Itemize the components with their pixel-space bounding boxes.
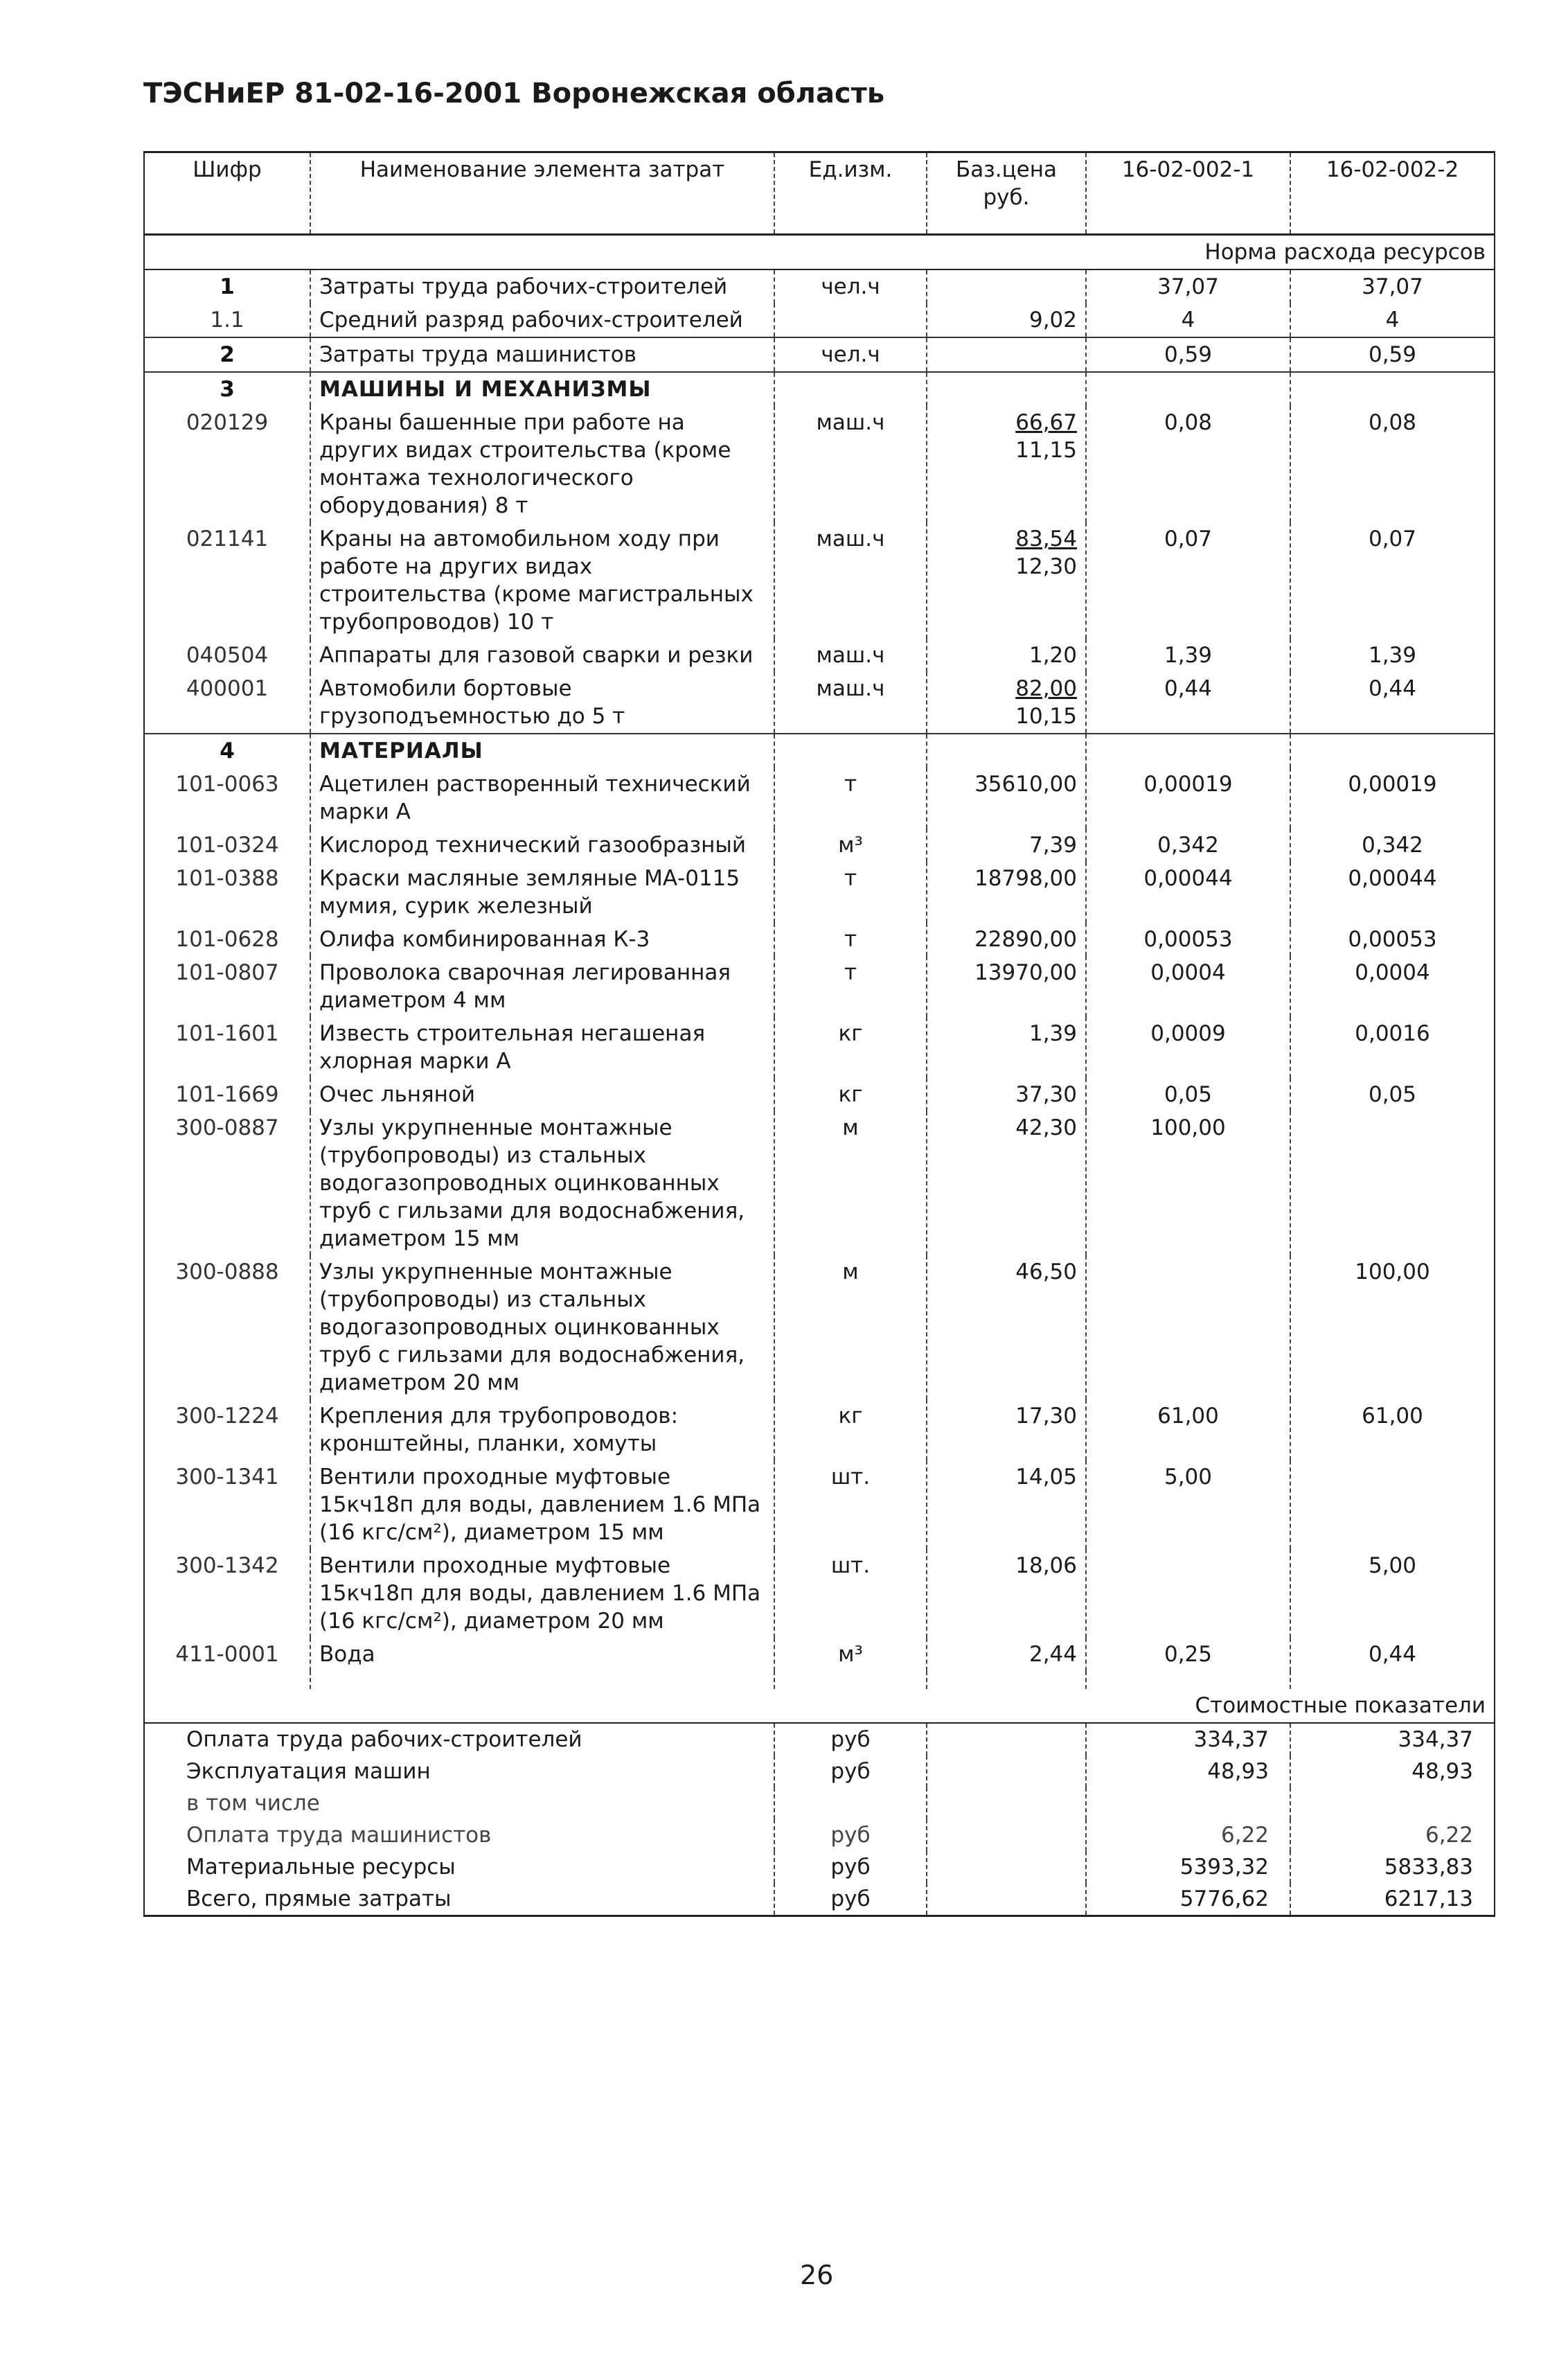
totals-value-col2: 6,22 bbox=[1290, 1819, 1495, 1851]
row-name: Краны на автомобильном ходу при работе на других видах строительства (кроме магистральных трубопроводов) 10 т bbox=[310, 522, 774, 639]
row-name: Аппараты для газовой сварки и резки bbox=[310, 639, 774, 672]
totals-value-col1: 334,37 bbox=[1086, 1723, 1290, 1756]
row-price-total: 22890,00 bbox=[974, 927, 1077, 952]
row-code: 020129 bbox=[186, 410, 269, 435]
row-value-col1: 0,05 bbox=[1086, 1078, 1290, 1111]
row-code: 1 bbox=[220, 274, 235, 299]
row-value-col2 bbox=[1290, 1111, 1495, 1255]
row-price bbox=[927, 1078, 1086, 1111]
totals-empty-cell bbox=[927, 1787, 1086, 1819]
row-value-col2: 61,00 bbox=[1290, 1399, 1495, 1460]
section-norm-label: Норма расхода ресурсов bbox=[144, 235, 1495, 270]
table-row bbox=[144, 1638, 1495, 1671]
row-value-col1: 0,00044 bbox=[1086, 862, 1290, 923]
row-value-col1: 0,07 bbox=[1086, 522, 1290, 639]
row-unit: кг bbox=[774, 1399, 927, 1460]
totals-row bbox=[144, 1883, 1495, 1916]
totals-unit: руб bbox=[774, 1819, 927, 1851]
table-row bbox=[144, 1549, 1495, 1638]
row-price bbox=[927, 406, 1086, 522]
totals-value-col2: 5833,83 bbox=[1290, 1851, 1495, 1883]
row-name: Затраты труда машинистов bbox=[310, 337, 774, 372]
row-unit: т bbox=[774, 923, 927, 956]
row-price-total: 9,02 bbox=[1028, 308, 1077, 333]
totals-empty-cell bbox=[927, 1756, 1086, 1787]
row-unit: маш.ч bbox=[774, 672, 927, 734]
row-code: 101-1669 bbox=[175, 1082, 279, 1107]
row-price-total: 1,39 bbox=[1028, 1021, 1077, 1046]
row-name: Кислород технический газообразный bbox=[310, 829, 774, 862]
row-code: 300-0888 bbox=[175, 1259, 279, 1284]
row-code: 300-0887 bbox=[175, 1115, 279, 1140]
table-row bbox=[144, 1111, 1495, 1255]
row-price bbox=[927, 1399, 1086, 1460]
row-price-wages: 11,15 bbox=[1015, 438, 1077, 463]
row-value-col1: 37,07 bbox=[1086, 269, 1290, 303]
row-value-col1: 100,00 bbox=[1086, 1111, 1290, 1255]
totals-empty-cell bbox=[927, 1819, 1086, 1851]
page-number: 26 bbox=[800, 2260, 834, 2290]
row-value-col1: 0,342 bbox=[1086, 829, 1290, 862]
row-price-total: 18,06 bbox=[1015, 1553, 1077, 1578]
row-value-col1: 61,00 bbox=[1086, 1399, 1290, 1460]
row-value-col2: 0,08 bbox=[1290, 406, 1495, 522]
table-row bbox=[144, 1399, 1495, 1460]
totals-unit: руб bbox=[774, 1851, 927, 1883]
row-value-col1 bbox=[1086, 372, 1290, 406]
row-code: 101-1601 bbox=[175, 1021, 279, 1046]
table-row bbox=[144, 406, 1495, 522]
row-unit: кг bbox=[774, 1017, 927, 1078]
totals-label: Всего, прямые затраты bbox=[144, 1883, 774, 1916]
row-value-col1: 1,39 bbox=[1086, 639, 1290, 672]
row-value-col2: 0,00053 bbox=[1290, 923, 1495, 956]
row-code: 101-0628 bbox=[175, 927, 279, 952]
totals-unit: руб bbox=[774, 1723, 927, 1756]
row-price-total: 18798,00 bbox=[974, 866, 1077, 891]
row-name: Вода bbox=[310, 1638, 774, 1671]
row-price-total: 37,30 bbox=[1015, 1082, 1077, 1107]
row-price-total: 13970,00 bbox=[974, 960, 1077, 985]
row-value-col1: 0,0009 bbox=[1086, 1017, 1290, 1078]
totals-value-col1: 6,22 bbox=[1086, 1819, 1290, 1851]
totals-label: в том числе bbox=[186, 1791, 320, 1816]
row-value-col2: 37,07 bbox=[1290, 269, 1495, 303]
row-name: Олифа комбинированная К-3 bbox=[310, 923, 774, 956]
row-price bbox=[927, 829, 1086, 862]
row-unit: маш.ч bbox=[774, 522, 927, 639]
row-price-total: 83,54 bbox=[1015, 527, 1077, 551]
row-unit: м³ bbox=[774, 1638, 927, 1671]
row-unit: маш.ч bbox=[774, 406, 927, 522]
row-name: МАШИНЫ И МЕХАНИЗМЫ bbox=[310, 372, 774, 406]
row-unit: чел.ч bbox=[774, 269, 927, 303]
section-norm-row bbox=[144, 235, 1495, 270]
row-price bbox=[927, 956, 1086, 1017]
totals-row bbox=[144, 1756, 1495, 1787]
row-unit: т bbox=[774, 768, 927, 829]
row-price bbox=[927, 522, 1086, 639]
table-row bbox=[144, 1017, 1495, 1078]
header-col1: 16-02-002-1 bbox=[1086, 152, 1290, 235]
row-value-col2: 0,44 bbox=[1290, 1638, 1495, 1671]
totals-row bbox=[144, 1819, 1495, 1851]
row-price bbox=[927, 1111, 1086, 1255]
row-unit: кг bbox=[774, 1078, 927, 1111]
row-value-col2: 0,59 bbox=[1290, 337, 1495, 372]
row-price bbox=[927, 862, 1086, 923]
row-unit: м³ bbox=[774, 829, 927, 862]
totals-value-col1 bbox=[1086, 1787, 1290, 1819]
table-row bbox=[144, 269, 1495, 303]
row-name: Краны башенные при работе на других видах строительства (кроме монтажа технологического оборудования) 8 т bbox=[310, 406, 774, 522]
table-row bbox=[144, 672, 1495, 734]
row-value-col2: 0,0016 bbox=[1290, 1017, 1495, 1078]
row-value-col2: 0,44 bbox=[1290, 672, 1495, 734]
header-price: Баз.цена руб. bbox=[927, 152, 1086, 235]
row-value-col1: 0,59 bbox=[1086, 337, 1290, 372]
table-row bbox=[144, 522, 1495, 639]
totals-value-col1: 48,93 bbox=[1086, 1756, 1290, 1787]
row-code: 400001 bbox=[186, 676, 269, 701]
row-price bbox=[927, 303, 1086, 337]
totals-unit: руб bbox=[774, 1756, 927, 1787]
row-code: 300-1341 bbox=[175, 1465, 279, 1489]
section-cost-row bbox=[144, 1689, 1495, 1723]
row-price bbox=[927, 734, 1086, 768]
row-unit bbox=[774, 303, 927, 337]
table-row bbox=[144, 337, 1495, 372]
row-name: МАТЕРИАЛЫ bbox=[310, 734, 774, 768]
row-value-col2 bbox=[1290, 1460, 1495, 1549]
table-row bbox=[144, 372, 1495, 406]
row-price-total: 46,50 bbox=[1015, 1259, 1077, 1284]
row-name: Вентили проходные муфтовые 15кч18п для воды, давлением 1.6 МПа (16 кгс/см²), диаметром 15 мм bbox=[310, 1460, 774, 1549]
row-name: Узлы укрупненные монтажные (трубопроводы) из стальных водогазопроводных оцинкованных труб с гильзами для водоснабжения, диаметром 20 мм bbox=[310, 1255, 774, 1399]
row-unit bbox=[774, 372, 927, 406]
row-name: Ацетилен растворенный технический марки А bbox=[310, 768, 774, 829]
row-code: 3 bbox=[144, 372, 310, 406]
row-code: 4 bbox=[144, 734, 310, 768]
row-price bbox=[927, 372, 1086, 406]
row-price bbox=[927, 639, 1086, 672]
table-row bbox=[144, 734, 1495, 768]
header-code: Шифр bbox=[144, 152, 310, 235]
totals-value-col2 bbox=[1290, 1787, 1495, 1819]
row-name: Средний разряд рабочих-строителей bbox=[310, 303, 774, 337]
document-title: ТЭСНиЕР 81-02-16-2001 Воронежская область bbox=[143, 78, 885, 109]
row-price-total: 14,05 bbox=[1015, 1465, 1077, 1489]
totals-empty-cell bbox=[927, 1883, 1086, 1916]
row-value-col2: 0,00044 bbox=[1290, 862, 1495, 923]
row-name: Очес льняной bbox=[310, 1078, 774, 1111]
row-value-col1: 0,0004 bbox=[1086, 956, 1290, 1017]
row-unit: чел.ч bbox=[774, 337, 927, 372]
table-row bbox=[144, 829, 1495, 862]
row-value-col1: 5,00 bbox=[1086, 1460, 1290, 1549]
row-code: 021141 bbox=[186, 527, 269, 551]
row-unit: м bbox=[774, 1111, 927, 1255]
row-value-col2 bbox=[1290, 372, 1495, 406]
row-unit: маш.ч bbox=[774, 639, 927, 672]
row-value-col2: 4 bbox=[1290, 303, 1495, 337]
row-price-total: 7,39 bbox=[1028, 833, 1077, 858]
row-price bbox=[927, 672, 1086, 734]
row-price bbox=[927, 337, 1086, 372]
row-price bbox=[927, 923, 1086, 956]
table-row bbox=[144, 923, 1495, 956]
row-unit: шт. bbox=[774, 1460, 927, 1549]
row-price-wages: 10,15 bbox=[1015, 704, 1077, 729]
row-price bbox=[927, 1460, 1086, 1549]
row-value-col1: 4 bbox=[1086, 303, 1290, 337]
row-price bbox=[927, 1017, 1086, 1078]
totals-label: Оплата труда машинистов bbox=[186, 1823, 492, 1848]
row-price-wages: 12,30 bbox=[1015, 554, 1077, 579]
row-name: Проволока сварочная легированная диаметром 4 мм bbox=[310, 956, 774, 1017]
row-value-col1: 0,44 bbox=[1086, 672, 1290, 734]
row-value-col1 bbox=[1086, 1255, 1290, 1399]
table-row bbox=[144, 768, 1495, 829]
row-code: 101-0063 bbox=[175, 772, 279, 797]
row-name: Узлы укрупненные монтажные (трубопроводы) из стальных водогазопроводных оцинкованных труб с гильзами для водоснабжения, диаметром 15 мм bbox=[310, 1111, 774, 1255]
totals-label: Эксплуатация машин bbox=[186, 1759, 431, 1784]
header-col2: 16-02-002-2 bbox=[1290, 152, 1495, 235]
row-name: Известь строительная негашеная хлорная марки А bbox=[310, 1017, 774, 1078]
totals-value-col2: 6217,13 bbox=[1290, 1883, 1495, 1916]
row-value-col2: 5,00 bbox=[1290, 1549, 1495, 1638]
row-price-total: 1,20 bbox=[1028, 643, 1077, 668]
row-value-col1 bbox=[1086, 734, 1290, 768]
row-value-col2: 0,05 bbox=[1290, 1078, 1495, 1111]
table-row bbox=[144, 956, 1495, 1017]
row-price bbox=[927, 1638, 1086, 1671]
table-header-row bbox=[144, 152, 1495, 235]
table-row bbox=[144, 1255, 1495, 1399]
row-name: Вентили проходные муфтовые 15кч18п для воды, давлением 1.6 МПа (16 кгс/см²), диаметром 20 мм bbox=[310, 1549, 774, 1638]
totals-value-col1: 5393,32 bbox=[1086, 1851, 1290, 1883]
row-code: 101-0324 bbox=[175, 833, 279, 858]
row-value-col1: 0,00019 bbox=[1086, 768, 1290, 829]
table-row bbox=[144, 303, 1495, 337]
row-code: 101-0388 bbox=[175, 866, 279, 891]
row-price bbox=[927, 1255, 1086, 1399]
row-value-col2: 0,00019 bbox=[1290, 768, 1495, 829]
row-name: Затраты труда рабочих-строителей bbox=[310, 269, 774, 303]
row-unit: м bbox=[774, 1255, 927, 1399]
row-value-col2 bbox=[1290, 734, 1495, 768]
row-code: 1.1 bbox=[210, 308, 244, 333]
totals-label: Оплата труда рабочих-строителей bbox=[144, 1723, 774, 1756]
table-row bbox=[144, 1460, 1495, 1549]
row-value-col2: 0,342 bbox=[1290, 829, 1495, 862]
row-value-col1: 0,25 bbox=[1086, 1638, 1290, 1671]
totals-row bbox=[144, 1787, 1495, 1819]
row-price bbox=[927, 269, 1086, 303]
row-code: 300-1224 bbox=[175, 1404, 279, 1429]
row-value-col1: 0,08 bbox=[1086, 406, 1290, 522]
row-name: Крепления для трубопроводов: кронштейны, планки, хомуты bbox=[310, 1399, 774, 1460]
resource-norm-table bbox=[143, 151, 1495, 1917]
row-price-total: 82,00 bbox=[1015, 676, 1077, 701]
totals-label: Материальные ресурсы bbox=[186, 1855, 456, 1880]
totals-empty-cell bbox=[927, 1851, 1086, 1883]
row-price-total: 17,30 bbox=[1015, 1404, 1077, 1429]
row-unit: т bbox=[774, 862, 927, 923]
totals-value-col2: 334,37 bbox=[1290, 1723, 1495, 1756]
row-code: 101-0807 bbox=[175, 960, 279, 985]
row-value-col1: 0,00053 bbox=[1086, 923, 1290, 956]
row-value-col2: 0,07 bbox=[1290, 522, 1495, 639]
row-price bbox=[927, 768, 1086, 829]
row-price-total: 66,67 bbox=[1015, 410, 1077, 435]
row-code: 2 bbox=[144, 337, 310, 372]
totals-row bbox=[144, 1851, 1495, 1883]
row-value-col2: 100,00 bbox=[1290, 1255, 1495, 1399]
row-price-total: 42,30 bbox=[1015, 1115, 1077, 1140]
totals-unit bbox=[774, 1787, 927, 1819]
row-value-col2: 1,39 bbox=[1290, 639, 1495, 672]
row-unit: т bbox=[774, 956, 927, 1017]
row-price-total: 2,44 bbox=[1028, 1642, 1077, 1667]
totals-empty-cell bbox=[927, 1723, 1086, 1756]
section-cost-label: Стоимостные показатели bbox=[144, 1689, 1495, 1723]
totals-row bbox=[144, 1723, 1495, 1756]
table-row bbox=[144, 862, 1495, 923]
row-unit bbox=[774, 734, 927, 768]
table-row bbox=[144, 1078, 1495, 1111]
table-row bbox=[144, 639, 1495, 672]
table-spacer bbox=[144, 1671, 1495, 1689]
row-price-total: 35610,00 bbox=[974, 772, 1077, 797]
row-name: Автомобили бортовые грузоподъемностью до 5 т bbox=[310, 672, 774, 734]
row-code: 411-0001 bbox=[175, 1642, 279, 1667]
header-name: Наименование элемента затрат bbox=[310, 152, 774, 235]
row-code: 300-1342 bbox=[175, 1553, 279, 1578]
row-price bbox=[927, 1549, 1086, 1638]
row-code: 040504 bbox=[186, 643, 269, 668]
totals-unit: руб bbox=[774, 1883, 927, 1916]
header-unit: Ед.изм. bbox=[774, 152, 927, 235]
row-value-col1 bbox=[1086, 1549, 1290, 1638]
row-unit: шт. bbox=[774, 1549, 927, 1638]
row-value-col2: 0,0004 bbox=[1290, 956, 1495, 1017]
row-name: Краски масляные земляные МА-0115 мумия, сурик железный bbox=[310, 862, 774, 923]
totals-value-col1: 5776,62 bbox=[1086, 1883, 1290, 1916]
totals-value-col2: 48,93 bbox=[1290, 1756, 1495, 1787]
